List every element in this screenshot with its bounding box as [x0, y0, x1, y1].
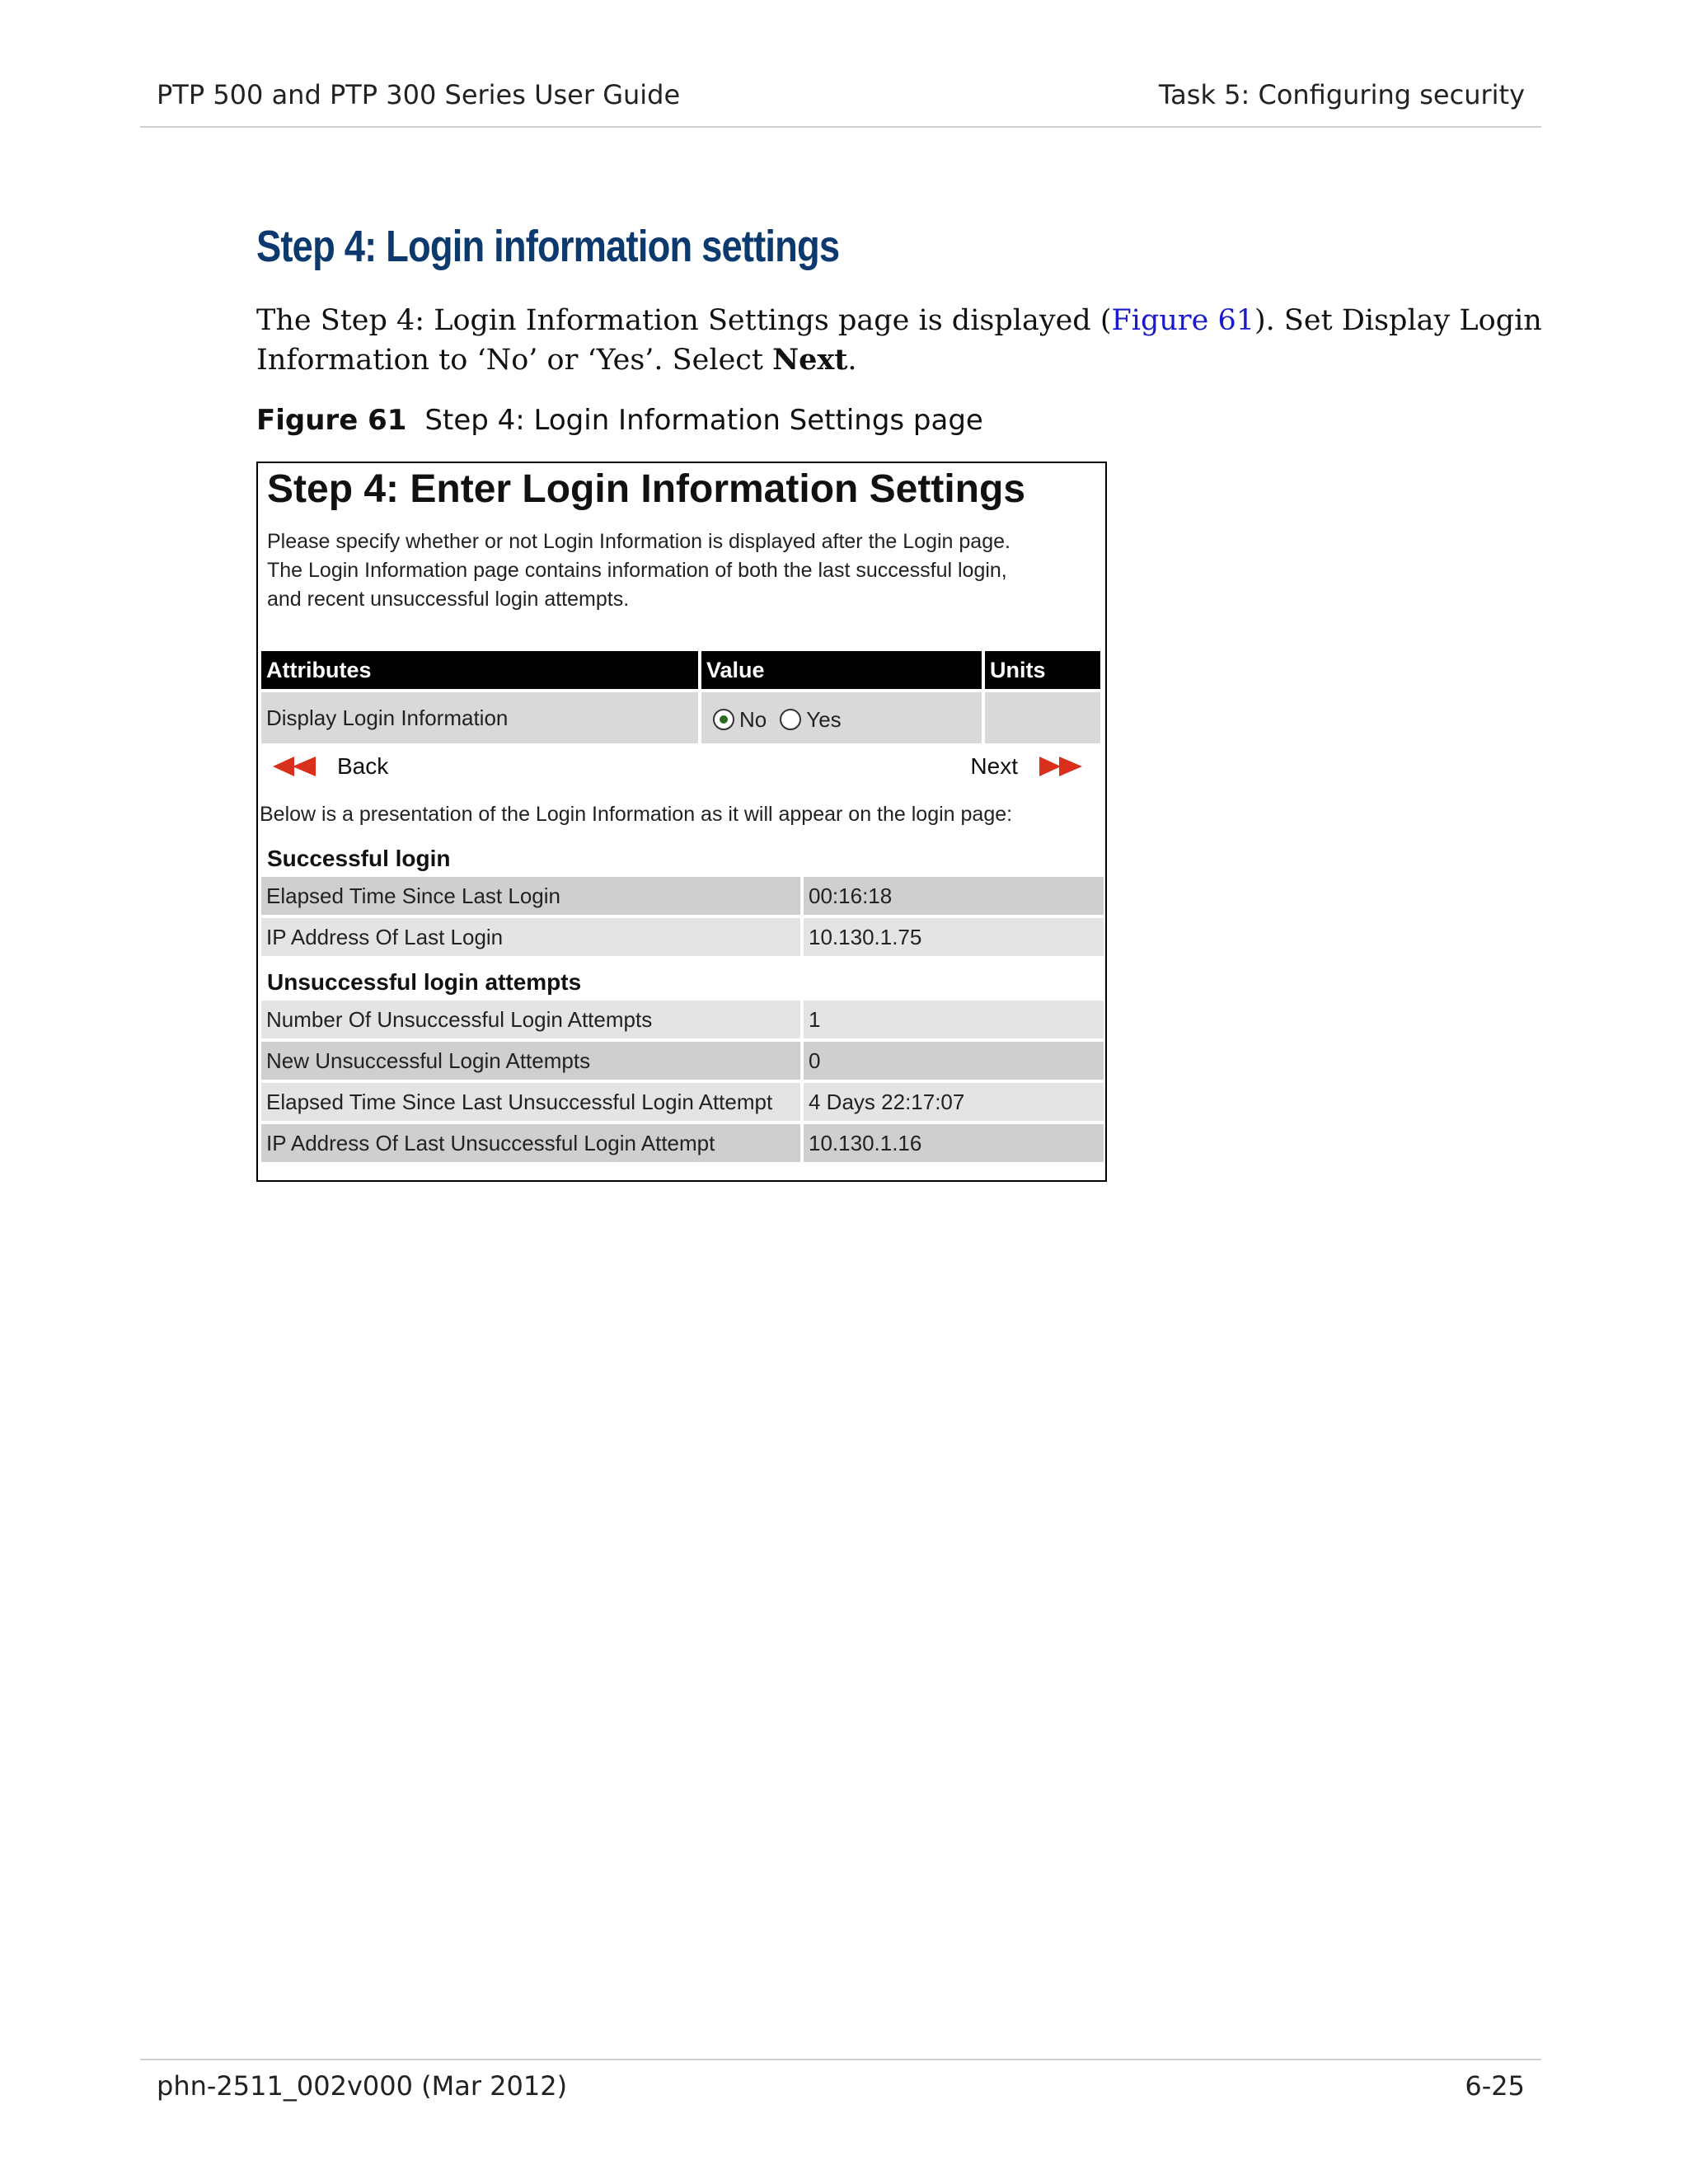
- body-paragraph: The Step 4: Login Information Settings page is displayed (Figure 61). Set Display Login Information to ‘No’ or ‘Yes’. Select Next.: [256, 304, 1542, 377]
- radio-no[interactable]: [713, 709, 734, 730]
- attribute-units-cell: [985, 692, 1100, 743]
- successful-login-heading: Successful login: [267, 846, 451, 871]
- header-chapter-title: Task 5: Configuring security: [1158, 79, 1525, 110]
- attribute-label-display-login: Display Login Information: [261, 692, 698, 743]
- figure-label: Figure 61: [256, 404, 407, 437]
- figure-link[interactable]: Figure 61: [1111, 304, 1255, 337]
- row-label: Number Of Unsuccessful Login Attempts: [261, 1001, 800, 1038]
- column-header-attributes: Attributes: [261, 651, 698, 689]
- table-row: [261, 1042, 1104, 1080]
- unsuccessful-login-heading: Unsuccessful login attempts: [267, 969, 582, 995]
- row-label: IP Address Of Last Login: [261, 918, 800, 956]
- radio-no-label[interactable]: No: [739, 707, 767, 733]
- footer-divider: [140, 2059, 1541, 2060]
- next-button[interactable]: [970, 753, 1084, 780]
- display-login-radio-group: [701, 692, 982, 743]
- row-label: IP Address Of Last Unsuccessful Login Attempt: [261, 1124, 800, 1162]
- row-label: Elapsed Time Since Last Unsuccessful Login Attempt: [261, 1083, 800, 1121]
- row-label: New Unsuccessful Login Attempts: [261, 1042, 800, 1080]
- screenshot-title: Step 4: Enter Login Information Settings: [267, 467, 1026, 511]
- header-doc-title: PTP 500 and PTP 300 Series User Guide: [157, 79, 681, 110]
- table-row: [261, 1083, 1104, 1121]
- radio-yes[interactable]: [780, 709, 801, 730]
- row-value: 1: [804, 1001, 1104, 1038]
- header-divider: [140, 126, 1541, 128]
- screenshot-intro: Please specify whether or not Login Information is displayed after the Login page. The Login Information page contains information of both the last successful login, and recent unsuccessful login attempts.: [267, 530, 1010, 611]
- column-header-units: Units: [985, 651, 1100, 689]
- column-header-value: Value: [701, 651, 982, 689]
- table-row: [261, 1124, 1104, 1162]
- section-title: Step 4: Login information settings: [256, 222, 840, 271]
- row-value: 0: [804, 1042, 1104, 1080]
- table-row: [261, 877, 1104, 915]
- footer-doc-id: phn-2511_002v000 (Mar 2012): [157, 2070, 568, 2102]
- row-value: 10.130.1.16: [804, 1124, 1104, 1162]
- next-label: Next: [970, 753, 1018, 779]
- table-row: [261, 1001, 1104, 1038]
- row-label: Elapsed Time Since Last Login: [261, 877, 800, 915]
- back-button[interactable]: [271, 753, 388, 780]
- next-arrow-icon: [1036, 755, 1084, 778]
- radio-yes-label[interactable]: Yes: [806, 707, 842, 733]
- back-arrow-icon: [271, 755, 319, 778]
- figure-caption: Figure 61 Step 4: Login Information Settings page: [256, 404, 983, 437]
- back-label: Back: [337, 753, 389, 779]
- presentation-note: Below is a presentation of the Login Information as it will appear on the login page:: [260, 803, 1013, 826]
- footer-page-number: 6-25: [1465, 2070, 1525, 2102]
- table-row: [261, 918, 1104, 956]
- row-value: 10.130.1.75: [804, 918, 1104, 956]
- row-value: 00:16:18: [804, 877, 1104, 915]
- row-value: 4 Days 22:17:07: [804, 1083, 1104, 1121]
- screenshot-frame: [256, 462, 1107, 1182]
